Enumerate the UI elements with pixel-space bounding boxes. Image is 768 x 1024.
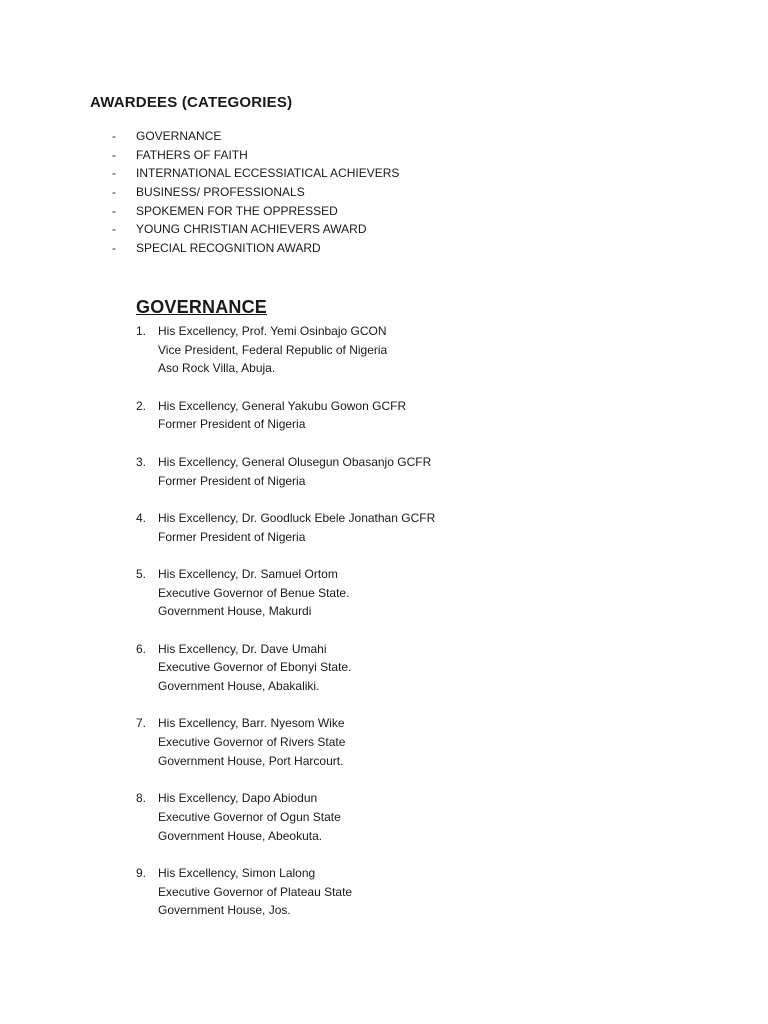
- category-item: [112, 127, 399, 146]
- awardee-details: [158, 789, 341, 845]
- awardee-number: 7.: [136, 716, 147, 731]
- awardee-detail-line: Aso Rock Villa, Abuja.: [158, 361, 276, 376]
- category-label: INTERNATIONAL ECCESSIATICAL ACHIEVERS: [136, 166, 400, 181]
- awardee-details: [158, 322, 387, 378]
- awardee-item: [136, 509, 435, 546]
- category-label: FATHERS OF FAITH: [136, 147, 248, 162]
- bullet-dash: -: [112, 222, 116, 237]
- awardee-details: [158, 864, 352, 920]
- awardee-item: [136, 322, 435, 378]
- awardee-detail-line: Former President of Nigeria: [158, 417, 306, 432]
- awardee-detail-line: Vice President, Federal Republic of Nigeria: [158, 342, 388, 357]
- awardee-name: His Excellency, Simon Lalong: [158, 865, 316, 880]
- awardee-detail-line: Government House, Makurdi: [158, 604, 312, 619]
- category-label: YOUNG CHRISTIAN ACHIEVERS AWARD: [136, 222, 367, 237]
- awardee-number: 8.: [136, 791, 147, 806]
- bullet-dash: -: [112, 129, 116, 143]
- awardee-detail-line: Executive Governor of Ogun State: [158, 809, 341, 824]
- awardee-item: [136, 565, 435, 621]
- awardee-detail-line: Former President of Nigeria: [158, 529, 306, 544]
- awardee-name: His Excellency, Barr. Nyesom Wike: [158, 716, 345, 731]
- awardee-detail-line: Government House, Port Harcourt.: [158, 753, 344, 768]
- awardee-item: [136, 453, 435, 490]
- page-heading: AWARDEES (CATEGORIES): [90, 94, 293, 111]
- awardee-details: [158, 453, 431, 490]
- awardee-number: 2.: [136, 398, 147, 413]
- category-label: GOVERNANCE: [136, 129, 222, 143]
- awardee-item: [136, 789, 435, 845]
- awardee-detail-line: Government House, Abeokuta.: [158, 828, 323, 843]
- awardee-number: 6.: [136, 641, 147, 656]
- awardee-number: 5.: [136, 566, 147, 581]
- awardee-number: 1.: [136, 324, 147, 338]
- awardee-details: [158, 714, 345, 770]
- category-item: [112, 183, 399, 202]
- awardee-detail-line: Executive Governor of Ebonyi State.: [158, 660, 352, 675]
- awardee-name: His Excellency, Dr. Goodluck Ebele Jonathan GCFR: [158, 510, 436, 525]
- awardee-number: 9.: [136, 865, 147, 880]
- awardee-item: [136, 640, 435, 696]
- awardee-details: [158, 565, 349, 621]
- awardee-details: [158, 640, 351, 696]
- awardee-name: His Excellency, General Olusegun Obasanjo GCFR: [158, 454, 432, 469]
- awardee-name: His Excellency, Dr. Dave Umahi: [158, 641, 327, 656]
- category-label: SPOKEMEN FOR THE OPPRESSED: [136, 203, 338, 218]
- awardee-detail-line: Executive Governor of Rivers State: [158, 735, 346, 750]
- category-label: SPECIAL RECOGNITION AWARD: [136, 241, 321, 256]
- awardee-name: His Excellency, General Yakubu Gowon GCFR: [158, 398, 407, 413]
- awardee-details: [158, 397, 406, 434]
- awardee-list: [136, 322, 435, 939]
- section-title: GOVERNANCE: [136, 297, 268, 317]
- awardee-name: His Excellency, Dapo Abiodun: [158, 791, 318, 806]
- awardee-detail-line: Executive Governor of Benue State.: [158, 585, 350, 600]
- category-item: [112, 239, 399, 258]
- awardee-detail-line: Former President of Nigeria: [158, 473, 306, 488]
- awardee-item: [136, 864, 435, 920]
- bullet-dash: -: [112, 185, 116, 200]
- bullet-dash: -: [112, 166, 116, 181]
- awardee-detail-line: Government House, Jos.: [158, 903, 291, 918]
- category-item: [112, 220, 399, 239]
- awardee-name: His Excellency, Prof. Yemi Osinbajo GCON: [158, 324, 387, 338]
- awardee-detail-line: Government House, Abakaliki.: [158, 679, 320, 694]
- bullet-dash: -: [112, 203, 116, 218]
- bullet-dash: -: [112, 147, 116, 162]
- awardee-name: His Excellency, Dr. Samuel Ortom: [158, 566, 338, 581]
- awardee-item: [136, 714, 435, 770]
- awardee-details: [158, 509, 435, 546]
- category-item: [112, 202, 399, 221]
- category-item: [112, 146, 399, 165]
- awardee-number: 3.: [136, 454, 147, 469]
- awardee-item: [136, 397, 435, 434]
- bullet-dash: -: [112, 241, 116, 256]
- awardee-detail-line: Executive Governor of Plateau State: [158, 884, 353, 899]
- category-label: BUSINESS/ PROFESSIONALS: [136, 185, 305, 200]
- category-item: [112, 164, 399, 183]
- category-list: [112, 127, 399, 258]
- awardee-number: 4.: [136, 510, 147, 525]
